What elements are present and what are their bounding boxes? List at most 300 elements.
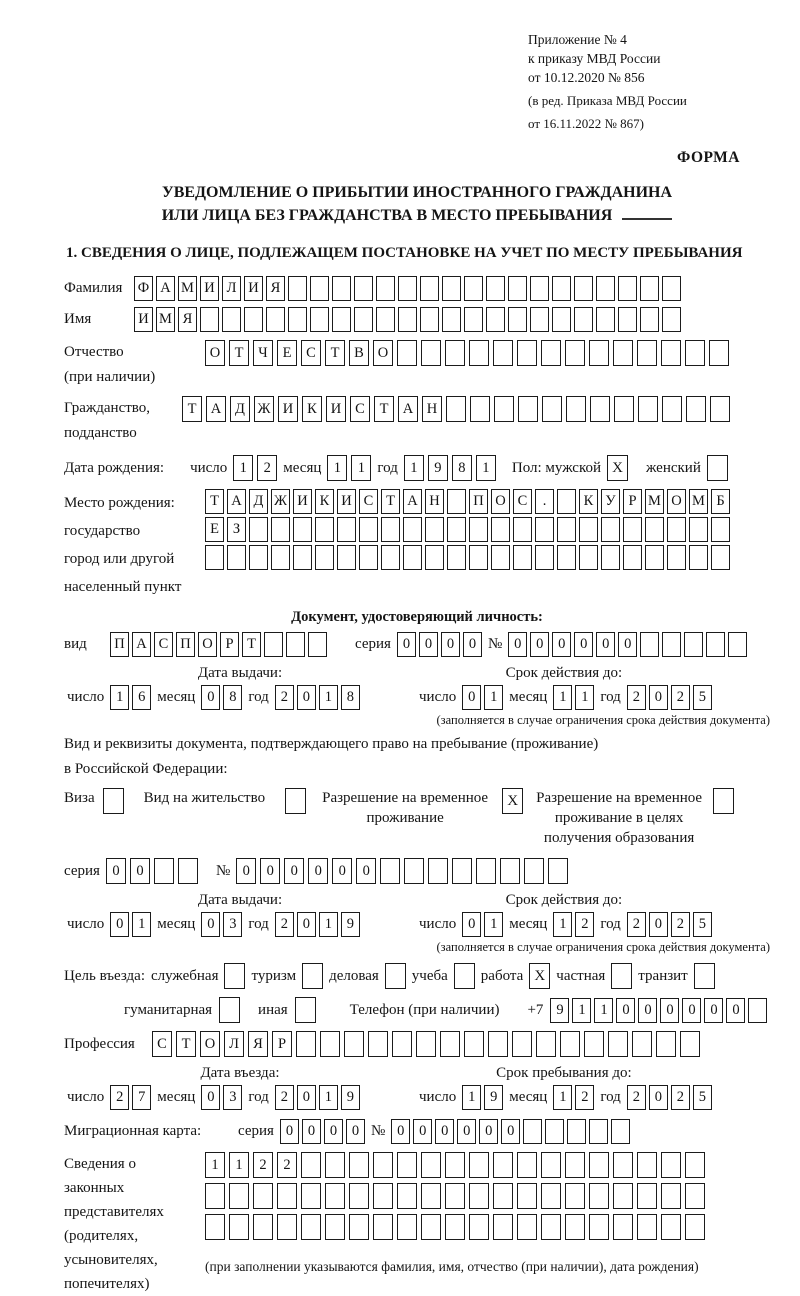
- char-cell[interactable]: [557, 489, 576, 514]
- char-cell[interactable]: [584, 1031, 604, 1057]
- char-cell[interactable]: [469, 517, 488, 542]
- char-cell[interactable]: [227, 545, 246, 570]
- char-cell[interactable]: [447, 489, 466, 514]
- char-cell[interactable]: [548, 858, 568, 884]
- char-cell[interactable]: [613, 1214, 633, 1240]
- char-cell[interactable]: 9: [550, 998, 569, 1023]
- char-cell[interactable]: 0: [236, 858, 256, 884]
- char-cell[interactable]: 0: [462, 912, 481, 937]
- char-cell[interactable]: [491, 545, 510, 570]
- char-cell[interactable]: [296, 1031, 316, 1057]
- char-cell[interactable]: [518, 396, 538, 422]
- char-cell[interactable]: [579, 517, 598, 542]
- char-cell[interactable]: 1: [462, 1085, 481, 1110]
- char-cell[interactable]: 1: [319, 912, 338, 937]
- char-cell[interactable]: 0: [704, 998, 723, 1023]
- char-cell[interactable]: [403, 517, 422, 542]
- char-cell[interactable]: [452, 858, 472, 884]
- char-cell[interactable]: 1: [327, 455, 347, 481]
- char-cell[interactable]: [638, 396, 658, 422]
- char-cell[interactable]: [354, 307, 373, 332]
- char-cell[interactable]: [640, 307, 659, 332]
- char-cell[interactable]: 1: [319, 1085, 338, 1110]
- char-cell[interactable]: [565, 1152, 585, 1178]
- char-cell[interactable]: [349, 1152, 369, 1178]
- char-cell[interactable]: [486, 276, 505, 301]
- char-cell[interactable]: [493, 1152, 513, 1178]
- char-cell[interactable]: 1: [484, 912, 503, 937]
- char-cell[interactable]: 2: [275, 685, 294, 710]
- char-cell[interactable]: 1: [594, 998, 613, 1023]
- temp-residence-checkbox[interactable]: X: [502, 788, 523, 814]
- char-cell[interactable]: [728, 632, 747, 657]
- char-cell[interactable]: [667, 517, 686, 542]
- char-cell[interactable]: 9: [484, 1085, 503, 1110]
- char-cell[interactable]: [662, 632, 681, 657]
- char-cell[interactable]: [517, 340, 537, 366]
- char-cell[interactable]: Л: [224, 1031, 244, 1057]
- char-cell[interactable]: 1: [476, 455, 496, 481]
- char-cell[interactable]: 0: [419, 632, 438, 657]
- char-cell[interactable]: [373, 1152, 393, 1178]
- char-cell[interactable]: [445, 1214, 465, 1240]
- char-cell[interactable]: [308, 632, 327, 657]
- char-cell[interactable]: [359, 545, 378, 570]
- char-cell[interactable]: [623, 517, 642, 542]
- char-cell[interactable]: [421, 340, 441, 366]
- char-cell[interactable]: [637, 340, 657, 366]
- char-cell[interactable]: [574, 276, 593, 301]
- purpose-official-checkbox[interactable]: [224, 963, 245, 989]
- char-cell[interactable]: [517, 1214, 537, 1240]
- char-cell[interactable]: [392, 1031, 412, 1057]
- char-cell[interactable]: 1: [110, 685, 129, 710]
- char-cell[interactable]: [310, 276, 329, 301]
- char-cell[interactable]: 1: [132, 912, 151, 937]
- char-cell[interactable]: 1: [233, 455, 253, 481]
- char-cell[interactable]: 1: [205, 1152, 225, 1178]
- char-cell[interactable]: [536, 1031, 556, 1057]
- char-cell[interactable]: Ж: [271, 489, 290, 514]
- char-cell[interactable]: И: [200, 276, 219, 301]
- char-cell[interactable]: [596, 276, 615, 301]
- char-cell[interactable]: 0: [106, 858, 126, 884]
- char-cell[interactable]: [685, 340, 705, 366]
- char-cell[interactable]: [567, 1119, 586, 1144]
- char-cell[interactable]: [469, 545, 488, 570]
- char-cell[interactable]: [685, 1152, 705, 1178]
- char-cell[interactable]: [661, 1183, 681, 1209]
- char-cell[interactable]: [661, 1214, 681, 1240]
- char-cell[interactable]: [205, 1183, 225, 1209]
- char-cell[interactable]: [508, 276, 527, 301]
- char-cell[interactable]: [608, 1031, 628, 1057]
- char-cell[interactable]: [398, 276, 417, 301]
- char-cell[interactable]: [445, 1152, 465, 1178]
- char-cell[interactable]: [517, 1152, 537, 1178]
- char-cell[interactable]: 1: [351, 455, 371, 481]
- char-cell[interactable]: Т: [381, 489, 400, 514]
- char-cell[interactable]: 0: [332, 858, 352, 884]
- char-cell[interactable]: П: [176, 632, 195, 657]
- char-cell[interactable]: 0: [574, 632, 593, 657]
- char-cell[interactable]: [645, 517, 664, 542]
- char-cell[interactable]: [709, 340, 729, 366]
- char-cell[interactable]: 2: [627, 1085, 646, 1110]
- char-cell[interactable]: [359, 517, 378, 542]
- char-cell[interactable]: И: [326, 396, 346, 422]
- char-cell[interactable]: 0: [110, 912, 129, 937]
- char-cell[interactable]: [332, 307, 351, 332]
- char-cell[interactable]: М: [645, 489, 664, 514]
- char-cell[interactable]: [535, 545, 554, 570]
- char-cell[interactable]: И: [293, 489, 312, 514]
- char-cell[interactable]: 0: [201, 685, 220, 710]
- char-cell[interactable]: Т: [242, 632, 261, 657]
- char-cell[interactable]: 5: [693, 912, 712, 937]
- char-cell[interactable]: [684, 632, 703, 657]
- char-cell[interactable]: М: [689, 489, 708, 514]
- char-cell[interactable]: 0: [346, 1119, 365, 1144]
- char-cell[interactable]: [244, 307, 263, 332]
- char-cell[interactable]: [271, 517, 290, 542]
- char-cell[interactable]: [711, 545, 730, 570]
- char-cell[interactable]: 9: [341, 912, 360, 937]
- char-cell[interactable]: 2: [275, 1085, 294, 1110]
- char-cell[interactable]: 0: [130, 858, 150, 884]
- char-cell[interactable]: [614, 396, 634, 422]
- char-cell[interactable]: [579, 545, 598, 570]
- char-cell[interactable]: [541, 340, 561, 366]
- char-cell[interactable]: 2: [671, 685, 690, 710]
- char-cell[interactable]: 5: [693, 1085, 712, 1110]
- char-cell[interactable]: [337, 517, 356, 542]
- char-cell[interactable]: [249, 545, 268, 570]
- purpose-humanitarian-checkbox[interactable]: [219, 997, 240, 1023]
- purpose-business-checkbox[interactable]: [385, 963, 406, 989]
- char-cell[interactable]: [565, 1183, 585, 1209]
- char-cell[interactable]: [349, 1183, 369, 1209]
- char-cell[interactable]: [541, 1183, 561, 1209]
- char-cell[interactable]: 2: [627, 912, 646, 937]
- char-cell[interactable]: 7: [132, 1085, 151, 1110]
- char-cell[interactable]: [686, 396, 706, 422]
- char-cell[interactable]: 0: [596, 632, 615, 657]
- char-cell[interactable]: 0: [501, 1119, 520, 1144]
- char-cell[interactable]: [249, 517, 268, 542]
- char-cell[interactable]: [508, 307, 527, 332]
- char-cell[interactable]: 0: [457, 1119, 476, 1144]
- char-cell[interactable]: [476, 858, 496, 884]
- char-cell[interactable]: 1: [319, 685, 338, 710]
- char-cell[interactable]: .: [535, 489, 554, 514]
- char-cell[interactable]: [398, 307, 417, 332]
- char-cell[interactable]: [420, 276, 439, 301]
- char-cell[interactable]: [530, 276, 549, 301]
- char-cell[interactable]: [623, 545, 642, 570]
- char-cell[interactable]: [689, 517, 708, 542]
- char-cell[interactable]: Н: [425, 489, 444, 514]
- char-cell[interactable]: [325, 1214, 345, 1240]
- char-cell[interactable]: И: [278, 396, 298, 422]
- char-cell[interactable]: [493, 340, 513, 366]
- char-cell[interactable]: [442, 307, 461, 332]
- char-cell[interactable]: [320, 1031, 340, 1057]
- char-cell[interactable]: 1: [229, 1152, 249, 1178]
- char-cell[interactable]: Б: [711, 489, 730, 514]
- char-cell[interactable]: [425, 545, 444, 570]
- char-cell[interactable]: [266, 307, 285, 332]
- char-cell[interactable]: 0: [297, 685, 316, 710]
- char-cell[interactable]: [552, 276, 571, 301]
- char-cell[interactable]: [493, 1183, 513, 1209]
- char-cell[interactable]: 0: [201, 912, 220, 937]
- char-cell[interactable]: [500, 858, 520, 884]
- char-cell[interactable]: [613, 1183, 633, 1209]
- char-cell[interactable]: 8: [223, 685, 242, 710]
- char-cell[interactable]: [589, 340, 609, 366]
- purpose-study-checkbox[interactable]: [454, 963, 475, 989]
- char-cell[interactable]: [315, 517, 334, 542]
- char-cell[interactable]: [680, 1031, 700, 1057]
- char-cell[interactable]: [706, 632, 725, 657]
- char-cell[interactable]: Т: [229, 340, 249, 366]
- char-cell[interactable]: 0: [649, 912, 668, 937]
- char-cell[interactable]: [469, 340, 489, 366]
- char-cell[interactable]: И: [337, 489, 356, 514]
- char-cell[interactable]: [332, 276, 351, 301]
- char-cell[interactable]: С: [152, 1031, 172, 1057]
- char-cell[interactable]: 0: [649, 685, 668, 710]
- char-cell[interactable]: [611, 1119, 630, 1144]
- char-cell[interactable]: 0: [530, 632, 549, 657]
- char-cell[interactable]: Д: [249, 489, 268, 514]
- char-cell[interactable]: [552, 307, 571, 332]
- char-cell[interactable]: [301, 1183, 321, 1209]
- char-cell[interactable]: [566, 396, 586, 422]
- char-cell[interactable]: С: [154, 632, 173, 657]
- char-cell[interactable]: [445, 1183, 465, 1209]
- char-cell[interactable]: [541, 1214, 561, 1240]
- char-cell[interactable]: А: [398, 396, 418, 422]
- char-cell[interactable]: [381, 545, 400, 570]
- char-cell[interactable]: [601, 545, 620, 570]
- char-cell[interactable]: [685, 1183, 705, 1209]
- char-cell[interactable]: 0: [638, 998, 657, 1023]
- char-cell[interactable]: [373, 1214, 393, 1240]
- char-cell[interactable]: 0: [297, 1085, 316, 1110]
- char-cell[interactable]: Р: [220, 632, 239, 657]
- char-cell[interactable]: [420, 307, 439, 332]
- char-cell[interactable]: 1: [553, 912, 572, 937]
- char-cell[interactable]: [222, 307, 241, 332]
- char-cell[interactable]: [637, 1214, 657, 1240]
- char-cell[interactable]: [493, 1214, 513, 1240]
- char-cell[interactable]: 1: [553, 1085, 572, 1110]
- char-cell[interactable]: 3: [223, 1085, 242, 1110]
- char-cell[interactable]: [354, 276, 373, 301]
- char-cell[interactable]: Е: [205, 517, 224, 542]
- char-cell[interactable]: К: [579, 489, 598, 514]
- char-cell[interactable]: 2: [671, 1085, 690, 1110]
- residence-permit-checkbox[interactable]: [285, 788, 306, 814]
- char-cell[interactable]: 2: [110, 1085, 129, 1110]
- char-cell[interactable]: Я: [266, 276, 285, 301]
- char-cell[interactable]: [637, 1152, 657, 1178]
- char-cell[interactable]: [565, 340, 585, 366]
- char-cell[interactable]: [542, 396, 562, 422]
- char-cell[interactable]: [277, 1183, 297, 1209]
- char-cell[interactable]: [178, 858, 198, 884]
- char-cell[interactable]: 0: [324, 1119, 343, 1144]
- sex-male-checkbox[interactable]: X: [607, 455, 628, 481]
- char-cell[interactable]: [440, 1031, 460, 1057]
- char-cell[interactable]: [565, 1214, 585, 1240]
- char-cell[interactable]: 0: [201, 1085, 220, 1110]
- char-cell[interactable]: И: [134, 307, 153, 332]
- char-cell[interactable]: [380, 858, 400, 884]
- char-cell[interactable]: О: [200, 1031, 220, 1057]
- char-cell[interactable]: 1: [553, 685, 572, 710]
- char-cell[interactable]: [557, 545, 576, 570]
- char-cell[interactable]: [253, 1214, 273, 1240]
- char-cell[interactable]: [667, 545, 686, 570]
- char-cell[interactable]: [545, 1119, 564, 1144]
- char-cell[interactable]: [640, 632, 659, 657]
- char-cell[interactable]: [447, 545, 466, 570]
- char-cell[interactable]: [589, 1183, 609, 1209]
- char-cell[interactable]: 0: [508, 632, 527, 657]
- char-cell[interactable]: 1: [484, 685, 503, 710]
- char-cell[interactable]: 0: [397, 632, 416, 657]
- char-cell[interactable]: [513, 545, 532, 570]
- char-cell[interactable]: [590, 396, 610, 422]
- char-cell[interactable]: [601, 517, 620, 542]
- char-cell[interactable]: [748, 998, 767, 1023]
- char-cell[interactable]: [397, 1152, 417, 1178]
- char-cell[interactable]: [464, 276, 483, 301]
- char-cell[interactable]: [428, 858, 448, 884]
- char-cell[interactable]: 0: [280, 1119, 299, 1144]
- char-cell[interactable]: О: [198, 632, 217, 657]
- char-cell[interactable]: 9: [428, 455, 448, 481]
- char-cell[interactable]: Т: [182, 396, 202, 422]
- char-cell[interactable]: [645, 545, 664, 570]
- char-cell[interactable]: Ч: [253, 340, 273, 366]
- char-cell[interactable]: [589, 1152, 609, 1178]
- char-cell[interactable]: [315, 545, 334, 570]
- char-cell[interactable]: [637, 1183, 657, 1209]
- char-cell[interactable]: [229, 1183, 249, 1209]
- char-cell[interactable]: Ф: [134, 276, 153, 301]
- char-cell[interactable]: А: [156, 276, 175, 301]
- char-cell[interactable]: 1: [575, 685, 594, 710]
- char-cell[interactable]: [403, 545, 422, 570]
- char-cell[interactable]: [469, 1152, 489, 1178]
- char-cell[interactable]: К: [315, 489, 334, 514]
- char-cell[interactable]: В: [349, 340, 369, 366]
- char-cell[interactable]: [469, 1183, 489, 1209]
- char-cell[interactable]: Д: [230, 396, 250, 422]
- char-cell[interactable]: А: [227, 489, 246, 514]
- char-cell[interactable]: 0: [260, 858, 280, 884]
- char-cell[interactable]: [442, 276, 461, 301]
- char-cell[interactable]: 0: [356, 858, 376, 884]
- char-cell[interactable]: [618, 276, 637, 301]
- char-cell[interactable]: 0: [413, 1119, 432, 1144]
- char-cell[interactable]: 3: [223, 912, 242, 937]
- purpose-work-checkbox[interactable]: X: [529, 963, 550, 989]
- char-cell[interactable]: [618, 307, 637, 332]
- char-cell[interactable]: [486, 307, 505, 332]
- char-cell[interactable]: [416, 1031, 436, 1057]
- char-cell[interactable]: [640, 276, 659, 301]
- char-cell[interactable]: [325, 1152, 345, 1178]
- char-cell[interactable]: [689, 545, 708, 570]
- char-cell[interactable]: [421, 1183, 441, 1209]
- char-cell[interactable]: [710, 396, 730, 422]
- char-cell[interactable]: [596, 307, 615, 332]
- char-cell[interactable]: [656, 1031, 676, 1057]
- char-cell[interactable]: Е: [277, 340, 297, 366]
- char-cell[interactable]: [464, 307, 483, 332]
- char-cell[interactable]: [464, 1031, 484, 1057]
- char-cell[interactable]: [661, 340, 681, 366]
- char-cell[interactable]: 2: [253, 1152, 273, 1178]
- char-cell[interactable]: 2: [575, 1085, 594, 1110]
- char-cell[interactable]: О: [205, 340, 225, 366]
- char-cell[interactable]: [368, 1031, 388, 1057]
- char-cell[interactable]: Я: [178, 307, 197, 332]
- char-cell[interactable]: 0: [391, 1119, 410, 1144]
- char-cell[interactable]: 0: [552, 632, 571, 657]
- char-cell[interactable]: 0: [616, 998, 635, 1023]
- char-cell[interactable]: [574, 307, 593, 332]
- char-cell[interactable]: Т: [374, 396, 394, 422]
- char-cell[interactable]: [381, 517, 400, 542]
- char-cell[interactable]: 2: [257, 455, 277, 481]
- char-cell[interactable]: [711, 517, 730, 542]
- char-cell[interactable]: 2: [627, 685, 646, 710]
- char-cell[interactable]: [560, 1031, 580, 1057]
- char-cell[interactable]: [286, 632, 305, 657]
- char-cell[interactable]: [445, 340, 465, 366]
- char-cell[interactable]: [344, 1031, 364, 1057]
- temp-residence-education-checkbox[interactable]: [713, 788, 734, 814]
- char-cell[interactable]: [469, 1214, 489, 1240]
- char-cell[interactable]: 5: [693, 685, 712, 710]
- char-cell[interactable]: [301, 1214, 321, 1240]
- char-cell[interactable]: З: [227, 517, 246, 542]
- visa-checkbox[interactable]: [103, 788, 124, 814]
- char-cell[interactable]: 0: [649, 1085, 668, 1110]
- char-cell[interactable]: 2: [277, 1152, 297, 1178]
- char-cell[interactable]: Р: [272, 1031, 292, 1057]
- char-cell[interactable]: С: [513, 489, 532, 514]
- char-cell[interactable]: [397, 1183, 417, 1209]
- char-cell[interactable]: А: [132, 632, 151, 657]
- char-cell[interactable]: Т: [176, 1031, 196, 1057]
- char-cell[interactable]: [154, 858, 174, 884]
- char-cell[interactable]: П: [469, 489, 488, 514]
- char-cell[interactable]: А: [206, 396, 226, 422]
- char-cell[interactable]: О: [491, 489, 510, 514]
- char-cell[interactable]: [488, 1031, 508, 1057]
- char-cell[interactable]: 9: [341, 1085, 360, 1110]
- char-cell[interactable]: У: [601, 489, 620, 514]
- char-cell[interactable]: [613, 340, 633, 366]
- char-cell[interactable]: Т: [205, 489, 224, 514]
